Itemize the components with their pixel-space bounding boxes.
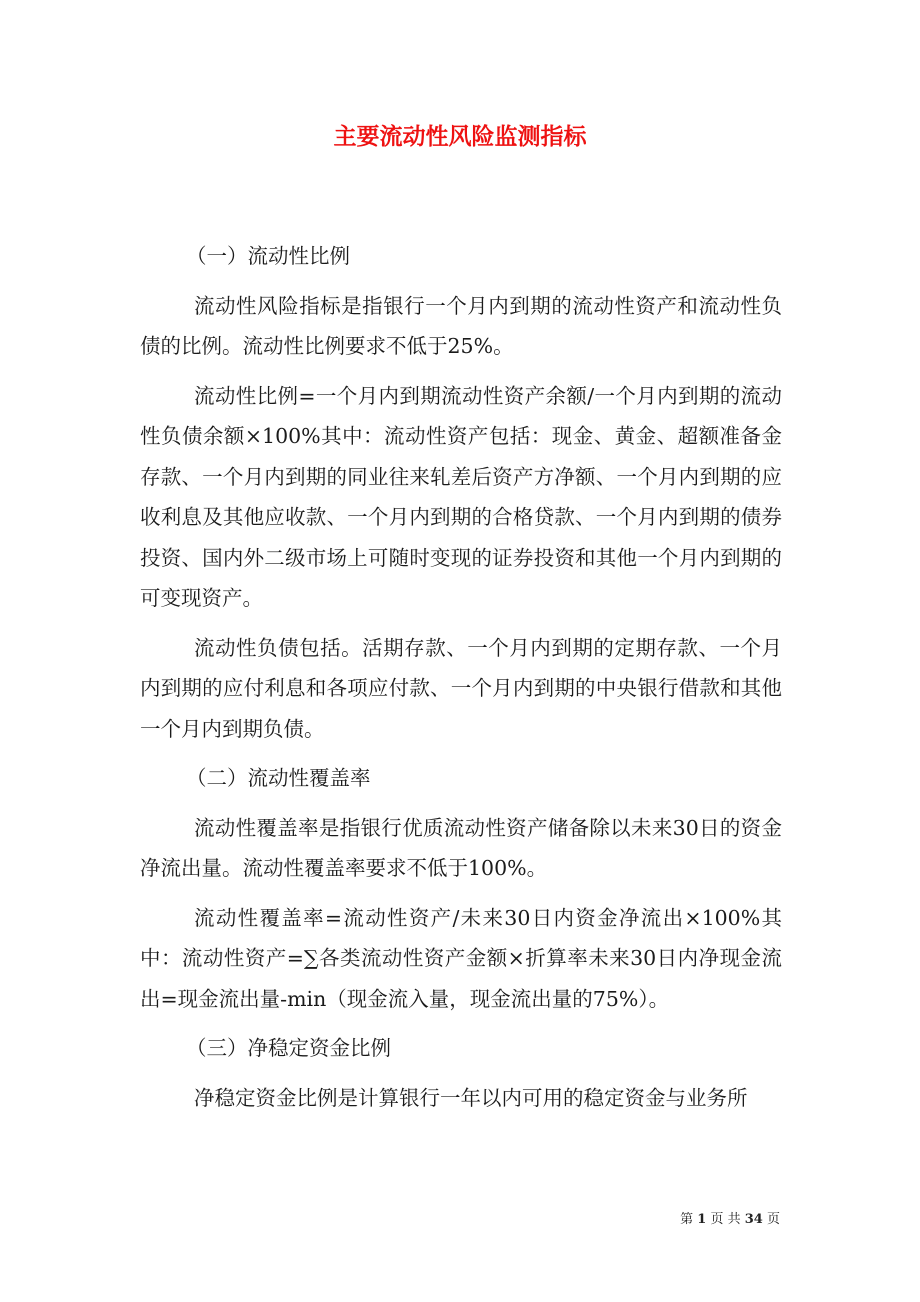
section-heading-2: （二）流动性覆盖率 (186, 766, 371, 790)
page-footer (680, 1208, 780, 1227)
footer-middle: 页 共 (710, 1212, 741, 1227)
paragraph: 净稳定资金比例是计算银行一年以内可用的稳定资金与业务所 (194, 1085, 748, 1110)
paragraph: 流动性负债包括。活期存款、一个月内到期的定期存款、一个月内到期的应付利息和各项应付款、一个月内到期的中央银行借款和其他一个月内到期负债。 (140, 635, 782, 741)
document-title: 主要流动性风险监测指标 (333, 124, 587, 150)
footer-suffix: 页 (766, 1212, 780, 1227)
section-heading-3: （三）净稳定资金比例 (186, 1036, 391, 1060)
footer-prefix: 第 (680, 1212, 694, 1227)
document-body (140, 236, 782, 1127)
paragraph: 流动性风险指标是指银行一个月内到期的流动性资产和流动性负债的比例。流动性比例要求不低于25%。 (140, 293, 782, 358)
paragraph: 流动性覆盖率是指银行优质流动性资产储备除以未来30日的资金净流出量。流动性覆盖率要求不低于100%。 (140, 815, 782, 880)
section-heading-1: （一）流动性比例 (186, 244, 350, 268)
paragraph: 流动性比例=一个月内到期流动性资产余额/一个月内到期的流动性负债余额×100%其中：流动性资产包括：现金、黄金、超额准备金存款、一个月内到期的同业往来轧差后资产方净额、一个月内到期的应收利息及其他应收款、一个月内到期的合格贷款、一个月内到期的债券投资、国内外二级市场上可随时变现的证券投资和其他一个月内到期的可变现资产。 (140, 383, 782, 610)
page-total: 34 (744, 1212, 763, 1227)
page-number: 1 (697, 1212, 707, 1227)
paragraph: 流动性覆盖率=流动性资产/未来30日内资金净流出×100%其中：流动性资产=∑各类流动性资产金额×折算率未来30日内净现金流出=现金流出量-min（现金流入量，现金流出量的75%）。 (140, 905, 782, 1011)
